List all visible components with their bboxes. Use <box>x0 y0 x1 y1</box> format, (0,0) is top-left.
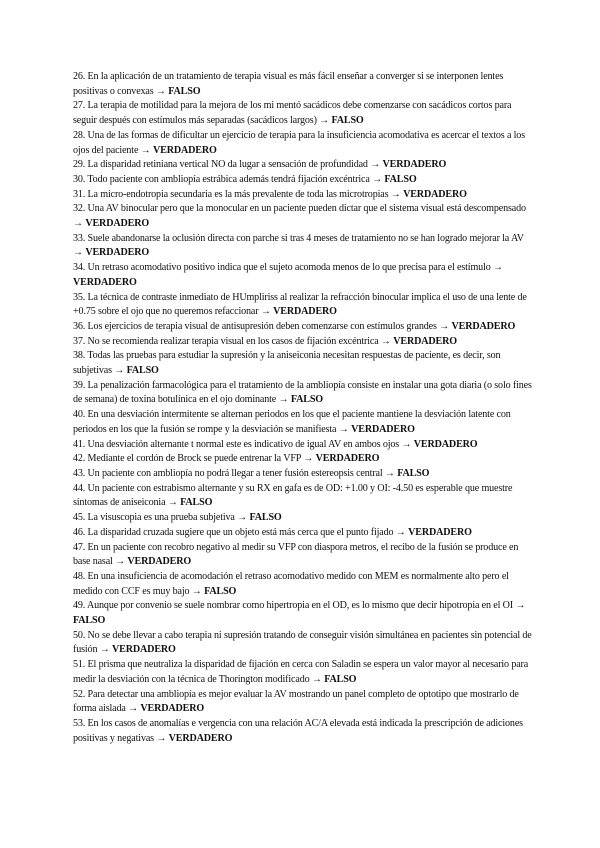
question-text: 48. En una insuficiencia de acomodación el retraso acomodativo medido con MEM es normalmente alto pero el medido con CCF es muy bajo <box>73 570 509 597</box>
question-text: 29. La disparidad retiniana vertical NO da lugar a sensación de profundidad <box>73 159 368 171</box>
answer-label: FALSO <box>249 512 282 524</box>
arrow-icon: → <box>370 159 381 171</box>
question-text: 49. Aunque por convenio se suele nombrar como hipertropia en el OD, es lo mismo que decir hipotropia en el OI <box>73 600 513 612</box>
question-text: 43. Un paciente con ambliopía no podrá llegar a tener fusión estereopsis central <box>73 467 383 479</box>
question-item <box>73 320 535 335</box>
arrow-icon: → <box>115 556 126 568</box>
question-item <box>73 202 535 231</box>
question-item <box>73 658 535 687</box>
question-text: 27. La terapia de motilidad para la mejora de los mi mentó sacádicos debe comenzarse con sacádicos cortos para seguir después con estímulos más separadas (sacádicos largos) <box>73 100 512 127</box>
answer-label: VERDADERO <box>408 526 472 538</box>
question-item <box>73 99 535 128</box>
question-text: 52. Para detectar una ambliopía es mejor evaluar la AV mostrando un panel completo de optotipo que mostrarlo de forma aislada <box>73 688 519 715</box>
arrow-icon: → <box>401 438 412 450</box>
question-text: 35. La técnica de contraste inmediato de HUmpliriss al realizar la refracción binocular implica el uso de una lente de +0.75 sobre el ojo que no queremos refaccionar <box>73 291 527 318</box>
question-text: 45. La visuscopia es una prueba subjetiva <box>73 512 235 524</box>
answer-label: VERDADERO <box>273 306 337 318</box>
question-item <box>73 526 535 541</box>
question-text: 30. Todo paciente con ambliopía estrábica además tendrá fijación excéntrica <box>73 173 370 185</box>
question-item <box>73 717 535 746</box>
question-text: 46. La disparidad cruzada sugiere que un objeto está más cerca que el punto fijado <box>73 526 394 538</box>
question-item <box>73 408 535 437</box>
question-text: 31. La micro-endotropia secundaria es la más prevalente de toda las microtropias <box>73 188 389 200</box>
arrow-icon: → <box>278 394 289 406</box>
question-text: 33. Suele abandonarse la oclusión directa con parche si tras 4 meses de tratamiento no se han logrado mejorar la AV <box>73 232 524 244</box>
answer-label: VERDADERO <box>393 335 457 347</box>
question-text: 51. El prisma que neutraliza la disparidad de fijación en cerca con Saladin se espera un valor mayor al necesario para medir la desviación con la técnica de Thorington modificado <box>73 659 529 685</box>
arrow-icon: → <box>311 673 322 685</box>
answer-label: FALSO <box>324 673 357 685</box>
answer-label: VERDADERO <box>413 438 478 450</box>
question-item <box>73 173 535 188</box>
answer-label: FALSO <box>204 585 237 597</box>
arrow-icon: → <box>384 467 395 479</box>
answer-label: VERDADERO <box>382 159 447 171</box>
question-item <box>73 467 535 482</box>
arrow-icon: → <box>167 497 178 509</box>
answer-label: FALSO <box>384 173 417 185</box>
question-text: 37. No se recomienda realizar terapia visual en los casos de fijación excéntrica <box>73 335 379 347</box>
question-item <box>73 599 535 628</box>
question-text: 28. Una de las formas de dificultar un ejercicio de terapia para la insuficiencia acomodativa es acercar el textos a los ojos del paciente <box>73 129 525 156</box>
question-item <box>73 261 535 290</box>
question-text: 38. Todas las pruebas para estudiar la supresión y la aniseiconia necesitan respuestas de paciente, es decir, son subjetivas <box>73 350 501 377</box>
question-text: 39. La penalización farmacológica para el tratamiento de la ambliopía consiste en instalar una gota diaria (o solo fines de semana) de toxina botulínica en el ojo dominante <box>73 379 532 406</box>
question-text: 53. En los casos de anomalías e vergencia con una relación AC/A elevada está indicada la prescripción de adiciones positivas y negativas <box>73 717 523 744</box>
question-text: 41. Una desviación alternante t normal este es indicativo de igual AV en ambos ojos <box>73 438 400 450</box>
answer-label: FALSO <box>73 615 106 627</box>
arrow-icon: → <box>372 173 383 185</box>
arrow-icon: → <box>303 453 314 465</box>
question-text: 40. En una desviación intermitente se alternan periodos en los que el paciente mantiene la desviación latente con periodos en los que la fusión se rompe y la desviación se manifiesta <box>73 409 511 435</box>
arrow-icon: → <box>338 423 349 435</box>
question-text: 47. En un paciente con recobro negativo al medir su VFP con diaspora metros, el recibo de la fusión se produce en base nasal <box>73 541 519 568</box>
question-text: 36. Los ejercicios de terapia visual de antisupresión deben comenzarse con estímulos grandes <box>73 320 437 332</box>
answer-label: FALSO <box>168 85 201 97</box>
arrow-icon: → <box>73 218 83 230</box>
arrow-icon: → <box>390 188 401 200</box>
answer-label: FALSO <box>397 467 430 479</box>
question-text: 44. Un paciente con estrabismo alternante y su RX en gafa es de OD: +1.00 y OI: -4.50 es esperable que muestre síntomas de aniseiconia <box>73 482 513 509</box>
question-item <box>73 482 535 511</box>
arrow-icon: → <box>128 703 139 715</box>
question-item <box>73 570 535 599</box>
question-text: 32. Una AV binocular pero que la monocular en un paciente pueden dictar que el sistema visual está descompensado <box>73 203 526 215</box>
answer-label: FALSO <box>331 115 364 127</box>
question-item <box>73 541 535 570</box>
arrow-icon: → <box>395 526 406 538</box>
answer-label: FALSO <box>126 365 159 377</box>
question-item <box>73 335 535 350</box>
arrow-icon: → <box>492 262 503 274</box>
answer-label: VERDADERO <box>315 453 380 465</box>
arrow-icon: → <box>156 732 167 744</box>
arrow-icon: → <box>380 335 391 347</box>
answer-label: FALSO <box>180 497 213 509</box>
question-item <box>73 379 535 408</box>
arrow-icon: → <box>114 365 125 377</box>
answer-label: VERDADERO <box>127 556 192 568</box>
answer-label: VERDADERO <box>85 218 150 230</box>
answer-label: VERDADERO <box>73 276 137 288</box>
answer-label: VERDADERO <box>403 188 467 200</box>
question-text: 42. Mediante el cordón de Brock se puede entrenar la VFP <box>73 453 301 465</box>
answer-label: VERDADERO <box>351 423 415 435</box>
answer-label: VERDADERO <box>140 703 205 715</box>
question-text: 26. En la aplicación de un tratamiento de terapia visual es más fácil enseñar a converger si se interponen lentes positivas o convexas <box>73 71 504 97</box>
arrow-icon: → <box>439 320 450 332</box>
document-page <box>73 70 535 746</box>
answer-label: VERDADERO <box>152 144 217 156</box>
arrow-icon: → <box>260 306 271 318</box>
arrow-icon: → <box>237 512 248 524</box>
arrow-icon: → <box>140 144 151 156</box>
answer-label: VERDADERO <box>168 732 233 744</box>
question-item <box>73 438 535 453</box>
question-item <box>73 452 535 467</box>
question-item <box>73 188 535 203</box>
answer-label: VERDADERO <box>112 644 176 656</box>
arrow-icon: → <box>191 585 202 597</box>
question-item <box>73 511 535 526</box>
question-item <box>73 158 535 173</box>
arrow-icon: → <box>155 85 166 97</box>
question-item <box>73 232 535 261</box>
arrow-icon: → <box>515 600 526 612</box>
question-text: 34. Un retraso acomodativo positivo indica que el sujeto acomoda menos de lo que precisa para el estímulo <box>73 262 491 274</box>
question-item <box>73 70 535 99</box>
question-item <box>73 688 535 717</box>
answer-label: FALSO <box>290 394 323 406</box>
question-item <box>73 291 535 320</box>
answer-label: VERDADERO <box>85 247 150 259</box>
arrow-icon: → <box>73 247 83 259</box>
arrow-icon: → <box>319 115 330 127</box>
question-text: 50. No se debe llevar a cabo terapia ni supresión tratando de conseguir visión simultánea en pacientes sin potencial de fusión <box>73 629 532 656</box>
arrow-icon: → <box>99 644 110 656</box>
question-item <box>73 629 535 658</box>
question-item <box>73 129 535 158</box>
answer-label: VERDADERO <box>451 320 516 332</box>
question-item <box>73 349 535 378</box>
